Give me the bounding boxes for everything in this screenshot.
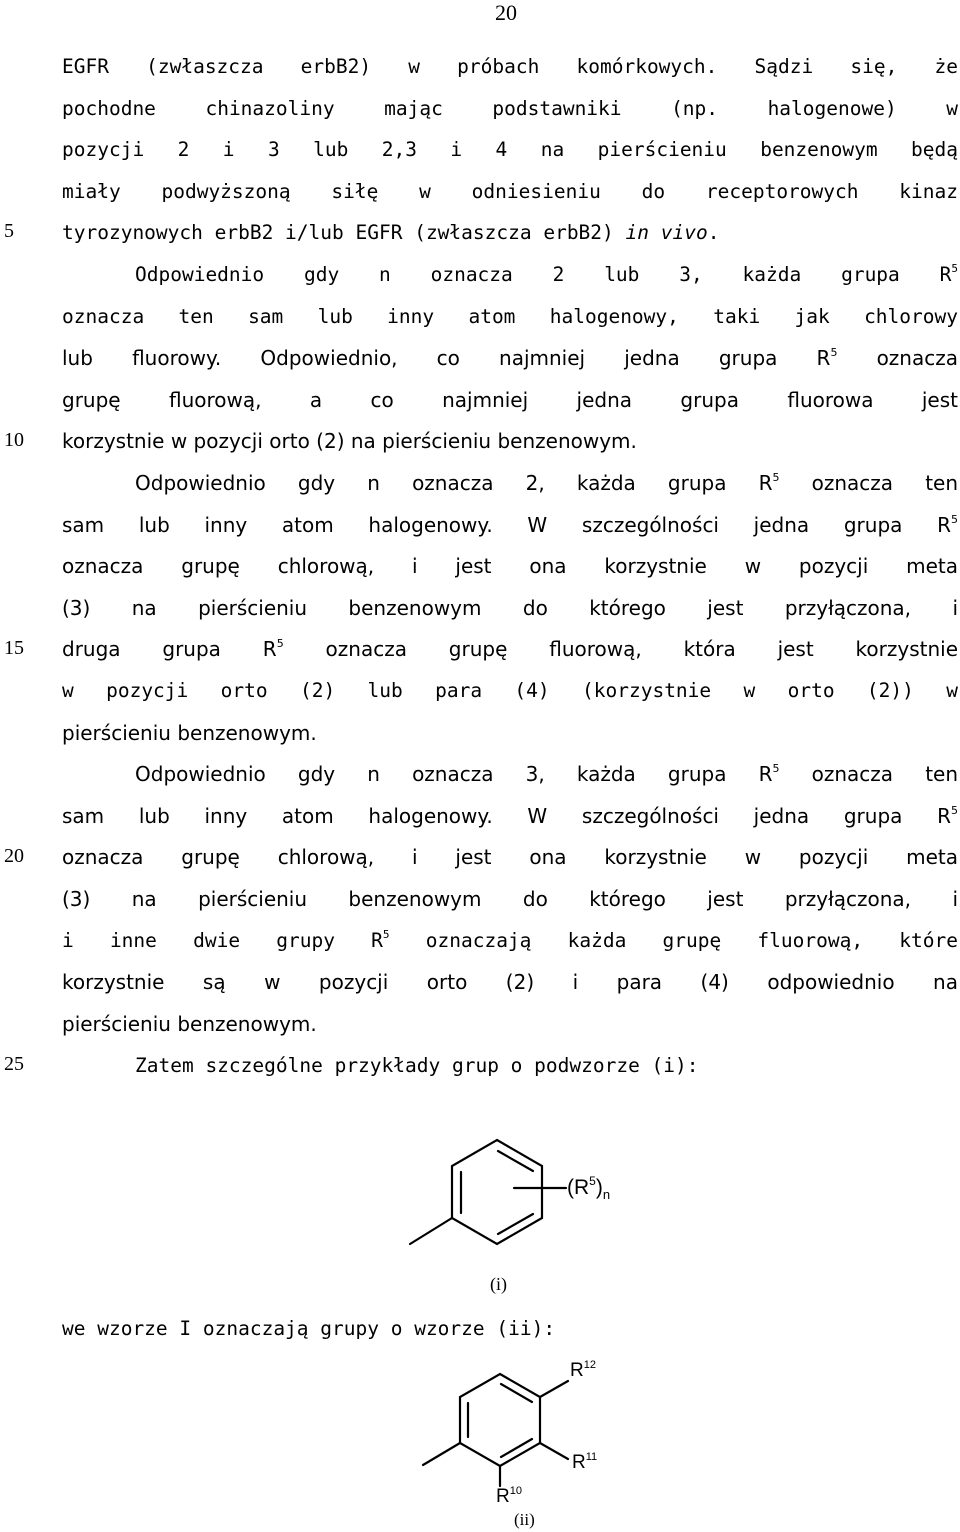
intro-formula-ii: we wzorze I oznaczają grupy o wzorze (ii): bbox=[62, 1317, 556, 1340]
attachment-bond bbox=[410, 1218, 452, 1244]
text-line bbox=[135, 263, 958, 287]
superscript: 5 bbox=[589, 1174, 596, 1188]
text-line: korzystnie są w pozycji orto (2) i para (4) odpowiednio na bbox=[62, 970, 958, 994]
superscript: 5 bbox=[951, 513, 958, 526]
substituent-label-r12 bbox=[570, 1360, 596, 1382]
text-line: miały podwyższoną siłę w odniesieniu do receptorowych kinaz bbox=[62, 180, 958, 203]
superscript: 5 bbox=[276, 637, 284, 650]
text-run: Odpowiednio gdy n oznacza 2, każda grupa R bbox=[135, 471, 773, 495]
text-line bbox=[62, 929, 958, 953]
text-line: oznacza grupę chlorową, i jest ona korzystnie w pozycji meta bbox=[62, 845, 958, 869]
text-line bbox=[62, 346, 958, 370]
text-run: oznacza ten bbox=[779, 762, 959, 786]
superscript: 5 bbox=[772, 762, 780, 775]
subscript: n bbox=[602, 1187, 611, 1202]
text-run: . bbox=[707, 221, 720, 244]
text-run: Odpowiednio gdy n oznacza 3, każda grupa R bbox=[135, 762, 773, 786]
text-run: druga grupa R bbox=[62, 637, 277, 661]
superscript: 11 bbox=[585, 1451, 598, 1463]
benzene-ring bbox=[460, 1374, 540, 1466]
substituent-label-r5n bbox=[567, 1176, 610, 1200]
text-line: EGFR (zwłaszcza erbB2) w próbach komórkowych. Sądzi się, że bbox=[62, 55, 958, 78]
text-line: (3) na pierścieniu benzenowym do którego jest przyłączona, i bbox=[62, 596, 958, 620]
double-bond bbox=[498, 1151, 533, 1171]
benzene-ring bbox=[452, 1140, 542, 1244]
superscript: 5 bbox=[382, 928, 390, 941]
text-line bbox=[135, 471, 958, 495]
text-run: sam lub inny atom halogenowy. W szczególności jedna grupa R bbox=[62, 804, 951, 828]
text-run: sam lub inny atom halogenowy. W szczególności jedna grupa R bbox=[62, 513, 951, 537]
text-line: oznacza grupę chlorową, i jest ona korzystnie w pozycji meta bbox=[62, 554, 958, 578]
text-line: pochodne chinazoliny mając podstawniki (np. halogenowe) w bbox=[62, 97, 958, 120]
text-run: R bbox=[572, 1452, 586, 1473]
line-number-10: 10 bbox=[4, 429, 24, 451]
text-line: grupę fluorową, a co najmniej jedna grupa fluorowa jest bbox=[62, 388, 958, 412]
formula-ii-caption: (ii) bbox=[514, 1510, 535, 1529]
double-bond bbox=[501, 1384, 532, 1402]
text-run: i inne dwie grupy R bbox=[62, 929, 383, 952]
superscript: 5 bbox=[951, 262, 958, 275]
r12-bond bbox=[540, 1381, 568, 1397]
text-line bbox=[62, 804, 958, 828]
text-line: oznacza ten sam lub inny atom halogenowy, taki jak chlorowy bbox=[62, 305, 958, 328]
text-run: (R bbox=[567, 1176, 590, 1199]
text-line: (3) na pierścieniu benzenowym do którego jest przyłączona, i bbox=[62, 887, 958, 911]
intro-formula-i: Zatem szczególne przykłady grup o podwzorze (i): bbox=[135, 1054, 699, 1077]
text-run: oznacza bbox=[837, 346, 958, 370]
line-number-25: 25 bbox=[4, 1053, 24, 1075]
substituent-label-r11 bbox=[572, 1452, 597, 1474]
text-run: ) bbox=[595, 1176, 603, 1199]
superscript: 5 bbox=[772, 471, 780, 484]
superscript: 10 bbox=[509, 1485, 522, 1497]
text-line: pierścieniu benzenowym. bbox=[62, 1012, 317, 1036]
text-run: lub fluorowy. Odpowiednio, co najmniej jedna grupa R bbox=[62, 346, 831, 370]
text-run: oznacza ten bbox=[779, 471, 959, 495]
text-line: w pozycji orto (2) lub para (4) (korzystnie w orto (2)) w bbox=[62, 679, 958, 702]
formula-i-caption: (i) bbox=[490, 1274, 507, 1294]
text-line bbox=[135, 762, 958, 786]
page-number: 20 bbox=[495, 0, 517, 25]
text-line bbox=[62, 513, 958, 537]
line-number-15: 15 bbox=[4, 637, 24, 659]
text-run: R bbox=[496, 1486, 510, 1507]
line-number-20: 20 bbox=[4, 845, 24, 867]
text-line: korzystnie w pozycji orto (2) na pierścieniu benzenowym. bbox=[62, 429, 637, 453]
text-line bbox=[62, 637, 958, 661]
italic-text: in vivo bbox=[625, 221, 708, 244]
text-line: pierścieniu benzenowym. bbox=[62, 721, 317, 745]
attachment-bond bbox=[423, 1443, 460, 1465]
substituent-label-r10 bbox=[496, 1486, 522, 1508]
superscript: 5 bbox=[951, 804, 958, 817]
text-line: pozycji 2 i 3 lub 2,3 i 4 na pierścieniu benzenowym będą bbox=[62, 138, 958, 161]
text-run: oznaczają każda grupę fluorową, które bbox=[389, 929, 958, 952]
r11-bond bbox=[540, 1443, 568, 1459]
text-run: Odpowiednio gdy n oznacza 2 lub 3, każda grupa R bbox=[135, 263, 952, 286]
text-run: R bbox=[570, 1360, 584, 1381]
text-run: tyrozynowych erbB2 i/lub EGFR (zwłaszcza erbB2) bbox=[62, 221, 626, 244]
superscript: 5 bbox=[830, 346, 838, 359]
superscript: 12 bbox=[583, 1359, 596, 1371]
line-number-5: 5 bbox=[4, 220, 14, 242]
double-bond bbox=[501, 1439, 532, 1457]
text-line bbox=[62, 221, 958, 245]
text-run: oznacza grupę fluorową, która jest korzystnie bbox=[283, 637, 958, 661]
double-bond bbox=[498, 1214, 533, 1234]
